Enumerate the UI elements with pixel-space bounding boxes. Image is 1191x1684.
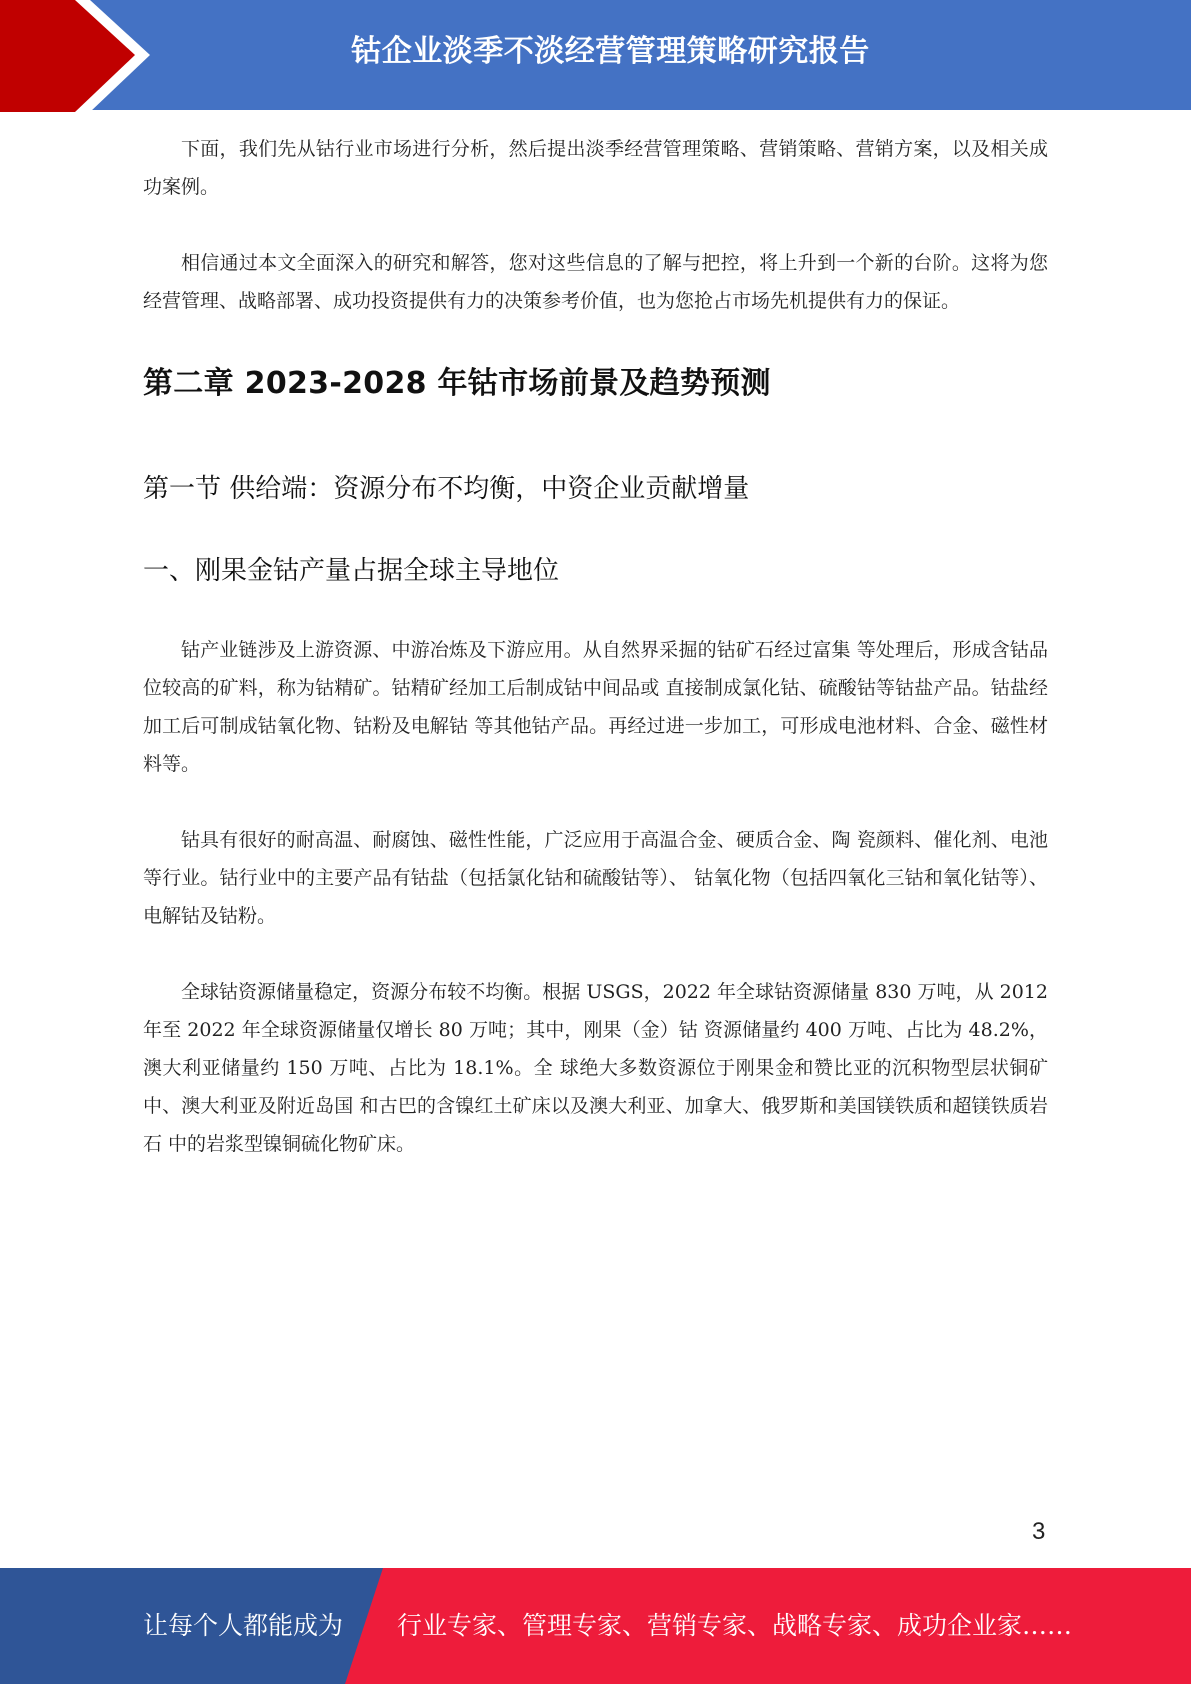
body-paragraph: 钴产业链涉及上游资源、中游冶炼及下游应用。从自然界采掘的钴矿石经过富集 等处理后，形成含钴品位较高的矿料，称为钴精矿。钴精矿经加工后制成钴中间品或 直接制成氯化钴、硫酸钴等钴盐产品。钴盐经加工后可制成钴氧化物、钴粉及电解钴 等其他钴产品。再经过进一步加工，可形成电池材料、合金、磁性材料等。 bbox=[143, 639, 1048, 775]
intro-paragraph: 相信通过本文全面深入的研究和解答，您对这些信息的了解与把控，将上升到一个新的台阶。这将为您经营管理、战略部署、成功投资提供有力的决策参考价值，也为您抢占市场先机提供有力的保证。 bbox=[143, 252, 1048, 312]
chapter-title: 第二章 2023-2028 年钴市场前景及趋势预测 bbox=[143, 366, 771, 401]
page-number: 3 bbox=[1032, 1518, 1046, 1545]
body-paragraph: 钴具有很好的耐高温、耐腐蚀、磁性性能，广泛应用于高温合金、硬质合金、陶 瓷颜料、催化剂、电池等行业。钴行业中的主要产品有钴盐（包括氯化钴和硫酸钴等）、 钴氧化物（包括四氧化三钴和氧化钴等）、电解钴及钴粉。 bbox=[143, 829, 1048, 927]
page-content bbox=[143, 130, 1048, 1201]
intro-paragraph: 下面，我们先从钴行业市场进行分析，然后提出淡季经营管理策略、营销策略、营销方案，以及相关成功案例。 bbox=[143, 138, 1048, 198]
footer-banner bbox=[0, 1568, 1191, 1684]
header-banner bbox=[0, 0, 1191, 112]
section-title: 第一节 供给端：资源分布不均衡，中资企业贡献增量 bbox=[143, 474, 750, 504]
document-title: 钴企业淡季不淡经营管理策略研究报告 bbox=[351, 34, 870, 69]
body-paragraph: 全球钴资源储量稳定，资源分布较不均衡。根据 USGS，2022 年全球钴资源储量 830 万吨，从 2012 年至 2022 年全球资源储量仅增长 80 万吨；其中，刚果（金）钴 资源储量约 400 万吨、占比为 48.2%，澳大利亚储量约 150 万吨、占比为 18.1%。全 球绝大多数资源位于刚果金和赞比亚的沉积物型层状铜矿中、澳大利亚及附近岛国 和古巴的含镍红土矿床以及澳大利亚、加拿大、俄罗斯和美国镁铁质和超镁铁质岩石 中的岩浆型镍铜硫化物矿床。 bbox=[143, 981, 1048, 1155]
footer-slogan-left: 让每个人都能成为 bbox=[143, 1611, 344, 1640]
subsection-title: 一、刚果金钴产量占据全球主导地位 bbox=[143, 556, 560, 586]
footer-slogan-right: 行业专家、管理专家、营销专家、战略专家、成功企业家…… bbox=[397, 1611, 1073, 1640]
